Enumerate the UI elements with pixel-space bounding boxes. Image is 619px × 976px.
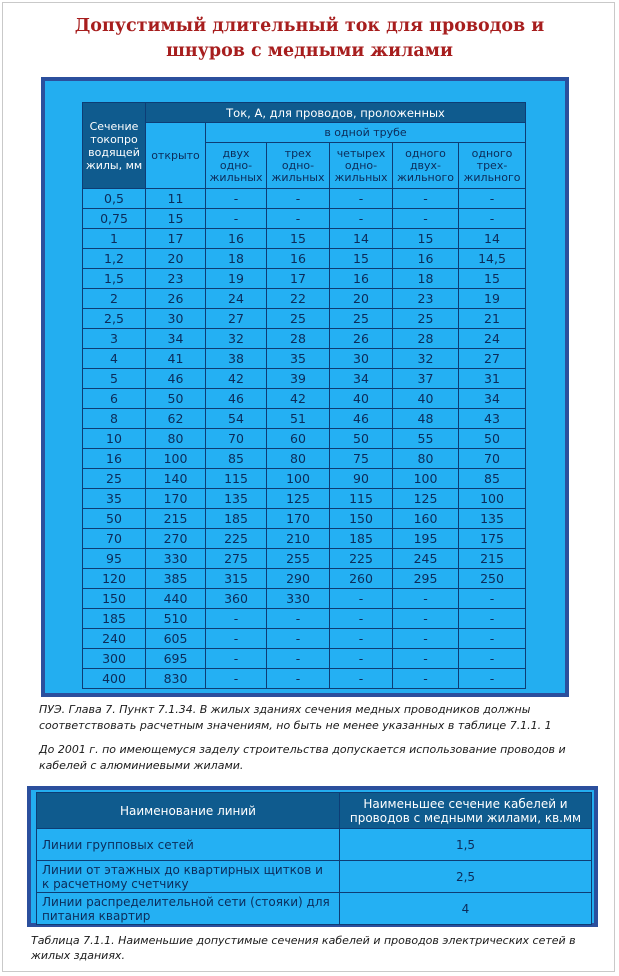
current-cell: 39 xyxy=(267,369,330,389)
current-cell: - xyxy=(330,589,393,609)
current-cell: 16 xyxy=(393,249,459,269)
current-cell: 440 xyxy=(146,589,206,609)
current-cell: - xyxy=(393,609,459,629)
table-row xyxy=(83,209,526,229)
section-cell: 6 xyxy=(83,389,146,409)
current-cell: 40 xyxy=(393,389,459,409)
current-table-body xyxy=(83,189,526,689)
current-cell: 135 xyxy=(459,509,526,529)
section-cell: 120 xyxy=(83,569,146,589)
current-cell: 510 xyxy=(146,609,206,629)
current-cell: 115 xyxy=(206,469,267,489)
current-cell: 46 xyxy=(206,389,267,409)
current-cell: - xyxy=(330,189,393,209)
current-cell: 150 xyxy=(330,509,393,529)
current-cell: 15 xyxy=(393,229,459,249)
section-cell: 10 xyxy=(83,429,146,449)
current-cell: - xyxy=(267,609,330,629)
current-cell: 16 xyxy=(206,229,267,249)
table-row xyxy=(37,861,592,893)
section-cell: 35 xyxy=(83,489,146,509)
current-cell: 30 xyxy=(330,349,393,369)
title-line-2: шнуров с медными жилами xyxy=(166,41,453,61)
lines-table-panel xyxy=(27,786,598,927)
table-row xyxy=(83,549,526,569)
current-cell: 70 xyxy=(459,449,526,469)
current-cell: 100 xyxy=(393,469,459,489)
current-cell: 85 xyxy=(206,449,267,469)
table-row xyxy=(83,249,526,269)
current-cell: 24 xyxy=(206,289,267,309)
current-cell: 17 xyxy=(267,269,330,289)
table-row xyxy=(83,529,526,549)
current-cell: 140 xyxy=(146,469,206,489)
section-cell: 95 xyxy=(83,549,146,569)
current-cell: 14,5 xyxy=(459,249,526,269)
current-cell: - xyxy=(393,629,459,649)
current-cell: 290 xyxy=(267,569,330,589)
current-cell: 225 xyxy=(330,549,393,569)
current-cell: 245 xyxy=(393,549,459,569)
current-cell: 43 xyxy=(459,409,526,429)
current-cell: 15 xyxy=(330,249,393,269)
current-cell: 16 xyxy=(330,269,393,289)
current-cell: - xyxy=(267,669,330,689)
table-row xyxy=(83,329,526,349)
table-row xyxy=(83,309,526,329)
current-cell: 22 xyxy=(267,289,330,309)
table-caption: Таблица 7.1.1. Наименьшие допустимые сечения кабелей и проводов электрических сетей в жилых зданиях. xyxy=(31,934,576,962)
current-cell: 17 xyxy=(146,229,206,249)
current-cell: - xyxy=(459,589,526,609)
current-cell: 42 xyxy=(267,389,330,409)
current-cell: 55 xyxy=(393,429,459,449)
current-cell: 175 xyxy=(459,529,526,549)
current-cell: 100 xyxy=(146,449,206,469)
section-cell: 50 xyxy=(83,509,146,529)
section-cell: 16 xyxy=(83,449,146,469)
current-cell: - xyxy=(330,649,393,669)
table-row xyxy=(83,269,526,289)
pue-note: ПУЭ. Глава 7. Пункт 7.1.34. В жилых зданиях сечения медных проводников должны соответствовать расчетным значениям, но быть не менее указанных в таблице 7.1.1. 1 xyxy=(39,703,552,732)
current-cell: - xyxy=(206,189,267,209)
current-header: Ток, А, для проводов, проложенных xyxy=(146,103,526,123)
current-cell: 25 xyxy=(330,309,393,329)
table-row xyxy=(83,589,526,609)
current-cell: 14 xyxy=(330,229,393,249)
current-cell: 170 xyxy=(267,509,330,529)
current-cell: 23 xyxy=(146,269,206,289)
current-table xyxy=(82,102,526,689)
section-cell: 1,5 xyxy=(83,269,146,289)
current-cell: 32 xyxy=(393,349,459,369)
section-cell: 1 xyxy=(83,229,146,249)
section-cell: 400 xyxy=(83,669,146,689)
section-cell: 5 xyxy=(83,369,146,389)
section-cell: 0,5 xyxy=(83,189,146,209)
table-row xyxy=(37,829,592,861)
current-cell: 19 xyxy=(459,289,526,309)
table-row xyxy=(83,349,526,369)
current-cell: 170 xyxy=(146,489,206,509)
current-cell: 18 xyxy=(393,269,459,289)
section-cell: 150 xyxy=(83,589,146,609)
current-cell: 70 xyxy=(206,429,267,449)
pipe-col-header: трех одно- жильных xyxy=(267,143,330,189)
current-cell: 26 xyxy=(146,289,206,309)
current-cell: 28 xyxy=(267,329,330,349)
current-cell: 50 xyxy=(330,429,393,449)
current-cell: 255 xyxy=(267,549,330,569)
current-cell: 18 xyxy=(206,249,267,269)
current-cell: 34 xyxy=(459,389,526,409)
current-cell: - xyxy=(330,609,393,629)
current-cell: - xyxy=(267,209,330,229)
current-cell: - xyxy=(393,189,459,209)
current-cell: - xyxy=(206,209,267,229)
line-name-cell: Линии от этажных до квартирных щитков и к расчетному счетчику xyxy=(37,861,340,893)
lines-table-head xyxy=(37,793,592,829)
current-cell: 115 xyxy=(330,489,393,509)
current-cell: 60 xyxy=(267,429,330,449)
current-cell: 270 xyxy=(146,529,206,549)
table-row xyxy=(83,629,526,649)
table-row xyxy=(83,409,526,429)
current-cell: 27 xyxy=(206,309,267,329)
current-cell: 25 xyxy=(393,309,459,329)
current-cell: 275 xyxy=(206,549,267,569)
section-cell: 2 xyxy=(83,289,146,309)
current-cell: - xyxy=(267,629,330,649)
current-cell: 21 xyxy=(459,309,526,329)
current-cell: 20 xyxy=(330,289,393,309)
current-cell: - xyxy=(206,669,267,689)
current-cell: - xyxy=(330,669,393,689)
current-cell: 14 xyxy=(459,229,526,249)
current-cell: 210 xyxy=(267,529,330,549)
lines-section-header: Наименьшее сечение кабелей и проводов с медными жилами, кв.мм xyxy=(340,793,592,829)
current-cell: 19 xyxy=(206,269,267,289)
table-row xyxy=(83,649,526,669)
title-line-1: Допустимый длительный ток для проводов и xyxy=(74,16,545,36)
current-cell: 26 xyxy=(330,329,393,349)
pipe-col-header: четырех одно- жильных xyxy=(330,143,393,189)
table-row xyxy=(83,449,526,469)
current-cell: 75 xyxy=(330,449,393,469)
current-cell: 385 xyxy=(146,569,206,589)
current-cell: 37 xyxy=(393,369,459,389)
table-row xyxy=(83,609,526,629)
section-cell: 3 xyxy=(83,329,146,349)
current-table-head xyxy=(83,103,526,189)
current-cell: 185 xyxy=(330,529,393,549)
current-cell: - xyxy=(459,209,526,229)
current-cell: 32 xyxy=(206,329,267,349)
current-cell: 225 xyxy=(206,529,267,549)
current-cell: 25 xyxy=(267,309,330,329)
current-cell: 42 xyxy=(206,369,267,389)
current-cell: 100 xyxy=(459,489,526,509)
current-cell: 11 xyxy=(146,189,206,209)
current-cell: 20 xyxy=(146,249,206,269)
current-cell: - xyxy=(393,669,459,689)
current-cell: 695 xyxy=(146,649,206,669)
section-cell: 25 xyxy=(83,469,146,489)
current-cell: 125 xyxy=(393,489,459,509)
section-cell: 2,5 xyxy=(83,309,146,329)
section-header: Сечение токопро водящей жилы, мм xyxy=(83,103,146,189)
pipe-col-header: двух одно- жильных xyxy=(206,143,267,189)
current-cell: 23 xyxy=(393,289,459,309)
current-cell: - xyxy=(206,629,267,649)
current-cell: 40 xyxy=(330,389,393,409)
table-row xyxy=(83,189,526,209)
pipe-col-header: одного трех- жильного xyxy=(459,143,526,189)
current-cell: - xyxy=(267,649,330,669)
current-cell: 15 xyxy=(267,229,330,249)
lines-table xyxy=(36,792,592,925)
current-cell: 46 xyxy=(330,409,393,429)
current-cell: 215 xyxy=(459,549,526,569)
section-cell: 240 xyxy=(83,629,146,649)
current-cell: 85 xyxy=(459,469,526,489)
current-cell: 30 xyxy=(146,309,206,329)
current-cell: 15 xyxy=(146,209,206,229)
aluminium-note: До 2001 г. по имеющемуся заделу строительства допускается использование проводов и кабелей с алюминиевыми жилами. xyxy=(39,743,566,772)
section-cell: 8 xyxy=(83,409,146,429)
current-cell: 24 xyxy=(459,329,526,349)
current-cell: 135 xyxy=(206,489,267,509)
current-cell: - xyxy=(330,209,393,229)
current-cell: 80 xyxy=(146,429,206,449)
section-cell: 300 xyxy=(83,649,146,669)
table-row xyxy=(37,893,592,925)
current-cell: 50 xyxy=(459,429,526,449)
current-cell: 195 xyxy=(393,529,459,549)
current-cell: 90 xyxy=(330,469,393,489)
table-row xyxy=(83,289,526,309)
section-cell: 1,2 xyxy=(83,249,146,269)
current-cell: 16 xyxy=(267,249,330,269)
current-cell: - xyxy=(459,649,526,669)
table-row xyxy=(83,429,526,449)
current-cell: - xyxy=(459,189,526,209)
section-cell: 0,75 xyxy=(83,209,146,229)
current-cell: 315 xyxy=(206,569,267,589)
min-section-cell: 4 xyxy=(340,893,592,925)
table-row xyxy=(83,509,526,529)
current-cell: 330 xyxy=(267,589,330,609)
line-name-cell: Линии групповых сетей xyxy=(37,829,340,861)
current-cell: - xyxy=(206,609,267,629)
current-cell: - xyxy=(206,649,267,669)
current-cell: 35 xyxy=(267,349,330,369)
current-cell: 260 xyxy=(330,569,393,589)
current-cell: 830 xyxy=(146,669,206,689)
current-cell: - xyxy=(393,649,459,669)
current-cell: 46 xyxy=(146,369,206,389)
current-cell: 41 xyxy=(146,349,206,369)
current-cell: - xyxy=(459,629,526,649)
line-name-cell: Линии распределительной сети (стояки) для питания квартир xyxy=(37,893,340,925)
current-cell: 80 xyxy=(393,449,459,469)
current-cell: 15 xyxy=(459,269,526,289)
current-cell: 54 xyxy=(206,409,267,429)
pipe-header: в одной трубе xyxy=(206,123,526,143)
current-cell: 34 xyxy=(330,369,393,389)
current-cell: 27 xyxy=(459,349,526,369)
current-cell: - xyxy=(393,209,459,229)
lines-name-header: Наименование линий xyxy=(37,793,340,829)
current-cell: 50 xyxy=(146,389,206,409)
current-cell: 215 xyxy=(146,509,206,529)
current-cell: 360 xyxy=(206,589,267,609)
table-row xyxy=(83,389,526,409)
current-cell: 330 xyxy=(146,549,206,569)
current-cell: 80 xyxy=(267,449,330,469)
current-cell: 125 xyxy=(267,489,330,509)
min-section-cell: 1,5 xyxy=(340,829,592,861)
current-cell: 295 xyxy=(393,569,459,589)
table-row xyxy=(83,229,526,249)
current-cell: - xyxy=(267,189,330,209)
current-cell: 34 xyxy=(146,329,206,349)
table-row xyxy=(83,669,526,689)
open-header: открыто xyxy=(146,123,206,189)
current-cell: 100 xyxy=(267,469,330,489)
table-row xyxy=(83,469,526,489)
current-cell: 250 xyxy=(459,569,526,589)
table-row xyxy=(83,569,526,589)
current-cell: 38 xyxy=(206,349,267,369)
current-table-panel xyxy=(41,77,569,697)
current-cell: - xyxy=(330,629,393,649)
section-cell: 185 xyxy=(83,609,146,629)
table-row xyxy=(83,489,526,509)
current-cell: - xyxy=(459,669,526,689)
current-cell: 62 xyxy=(146,409,206,429)
pipe-col-header: одного двух- жильного xyxy=(393,143,459,189)
page-title xyxy=(0,14,619,64)
current-cell: - xyxy=(393,589,459,609)
current-cell: 51 xyxy=(267,409,330,429)
current-cell: 160 xyxy=(393,509,459,529)
current-cell: 185 xyxy=(206,509,267,529)
current-cell: 605 xyxy=(146,629,206,649)
current-cell: 48 xyxy=(393,409,459,429)
current-cell: 28 xyxy=(393,329,459,349)
lines-table-body xyxy=(37,829,592,925)
current-cell: - xyxy=(459,609,526,629)
table-row xyxy=(83,369,526,389)
min-section-cell: 2,5 xyxy=(340,861,592,893)
current-cell: 31 xyxy=(459,369,526,389)
section-cell: 70 xyxy=(83,529,146,549)
section-cell: 4 xyxy=(83,349,146,369)
